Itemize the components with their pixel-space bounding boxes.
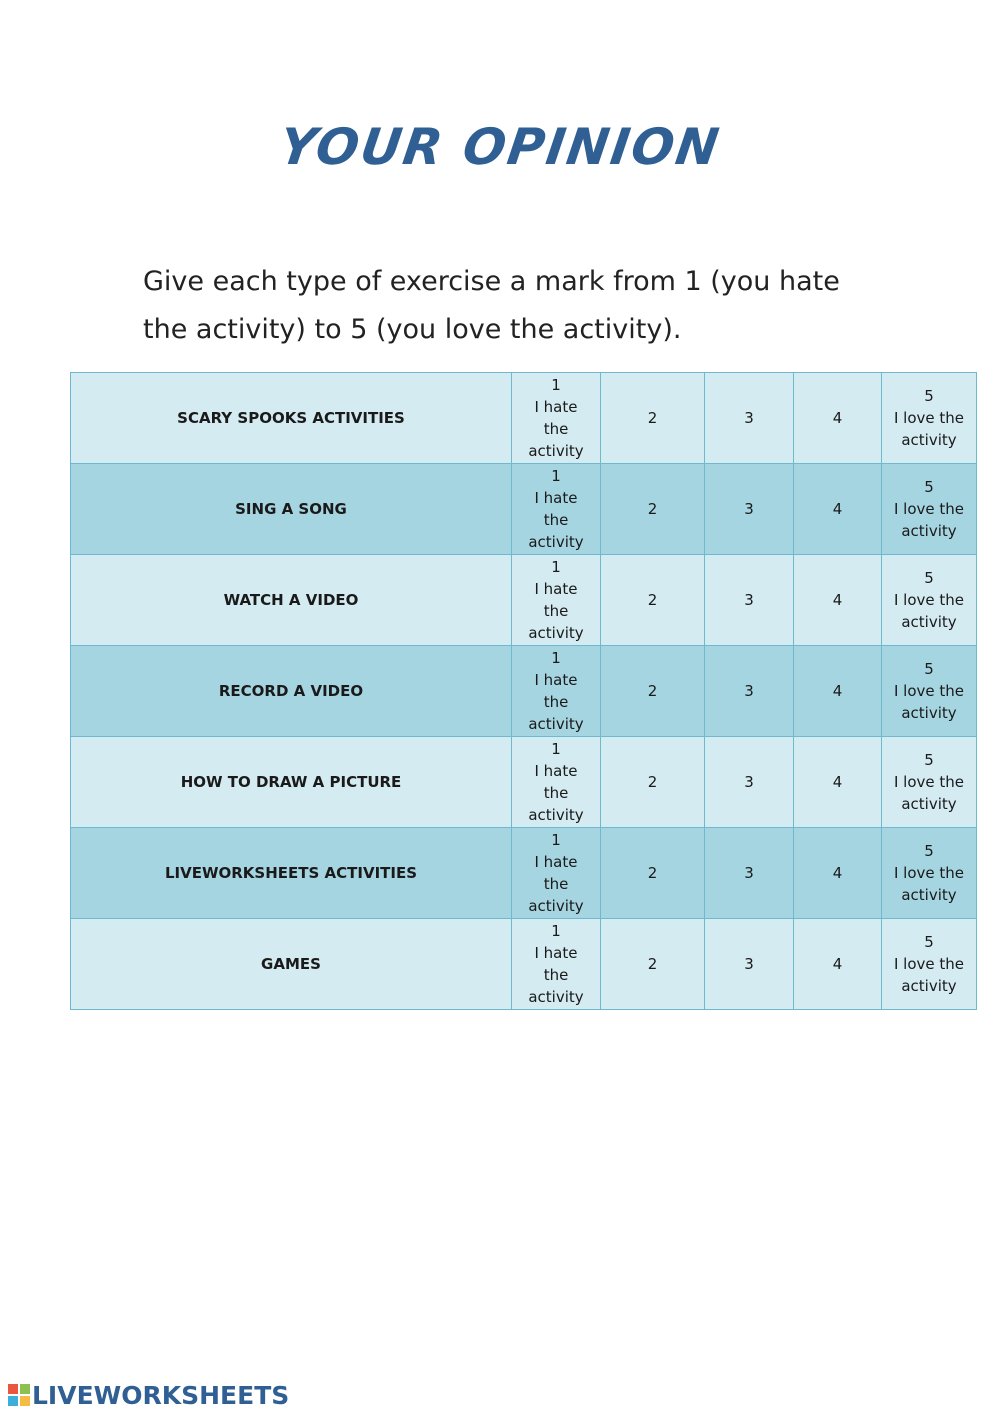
rating-1-text: I hate <box>534 944 578 962</box>
activity-name: RECORD A VIDEO <box>71 646 512 737</box>
rating-1-text: the <box>543 693 569 711</box>
rating-option-2[interactable]: 2 <box>601 919 705 1010</box>
rating-1-text: 1 <box>551 376 561 394</box>
rating-option-4[interactable]: 4 <box>794 555 882 646</box>
rating-1-text: activity <box>528 533 584 551</box>
rating-option-5[interactable] <box>882 919 977 1010</box>
rating-option-1[interactable] <box>512 737 601 828</box>
rating-1-text: activity <box>528 897 584 915</box>
rating-5-text: 5 <box>924 660 934 678</box>
rating-option-3[interactable]: 3 <box>705 373 794 464</box>
rating-5-text: 5 <box>924 751 934 769</box>
rating-1-text: activity <box>528 715 584 733</box>
rating-option-1[interactable] <box>512 919 601 1010</box>
rating-5-text: activity <box>901 431 957 449</box>
rating-option-3[interactable]: 3 <box>705 646 794 737</box>
rating-1-text: activity <box>528 442 584 460</box>
instructions-line-2: the activity) to 5 (you love the activity). <box>143 314 682 345</box>
rating-5-text: 5 <box>924 933 934 951</box>
rating-option-2[interactable]: 2 <box>601 646 705 737</box>
activity-name: SCARY SPOOKS ACTIVITIES <box>71 373 512 464</box>
activity-name: WATCH A VIDEO <box>71 555 512 646</box>
rating-5-text: I love the <box>893 500 965 518</box>
table-row <box>71 373 977 464</box>
rating-1-text: I hate <box>534 762 578 780</box>
activity-name: GAMES <box>71 919 512 1010</box>
rating-1-text: the <box>543 602 569 620</box>
rating-1-text: 1 <box>551 467 561 485</box>
rating-1-text: I hate <box>534 489 578 507</box>
rating-5-text: I love the <box>893 864 965 882</box>
activity-name: SING A SONG <box>71 464 512 555</box>
rating-option-2[interactable]: 2 <box>601 464 705 555</box>
rating-5-text: activity <box>901 795 957 813</box>
rating-option-3[interactable]: 3 <box>705 828 794 919</box>
rating-1-text: the <box>543 784 569 802</box>
rating-option-2[interactable]: 2 <box>601 737 705 828</box>
rating-1-text: the <box>543 420 569 438</box>
rating-1-text: I hate <box>534 398 578 416</box>
rating-option-3[interactable]: 3 <box>705 737 794 828</box>
table-row <box>71 737 977 828</box>
rating-option-5[interactable] <box>882 464 977 555</box>
rating-1-text: activity <box>528 988 584 1006</box>
rating-1-text: the <box>543 875 569 893</box>
rating-option-5[interactable] <box>882 555 977 646</box>
rating-option-4[interactable]: 4 <box>794 464 882 555</box>
rating-5-text: 5 <box>924 387 934 405</box>
rating-1-text: I hate <box>534 580 578 598</box>
table-row <box>71 646 977 737</box>
rating-5-text: activity <box>901 522 957 540</box>
logo-text: LIVEWORKSHEETS <box>32 1380 290 1410</box>
rating-option-5[interactable] <box>882 646 977 737</box>
rating-5-text: I love the <box>893 409 965 427</box>
rating-1-text: the <box>543 511 569 529</box>
rating-5-text: I love the <box>893 682 965 700</box>
rating-option-3[interactable]: 3 <box>705 919 794 1010</box>
rating-option-5[interactable] <box>882 373 977 464</box>
rating-5-text: 5 <box>924 569 934 587</box>
table-row <box>71 828 977 919</box>
rating-option-1[interactable] <box>512 373 601 464</box>
table-row <box>71 555 977 646</box>
rating-1-text: 1 <box>551 649 561 667</box>
page-title: YOUR OPINION <box>275 118 725 176</box>
rating-option-4[interactable]: 4 <box>794 828 882 919</box>
rating-1-text: I hate <box>534 853 578 871</box>
instructions-line-1: Give each type of exercise a mark from 1 (you hate <box>143 266 840 297</box>
rating-5-text: 5 <box>924 478 934 496</box>
rating-1-text: 1 <box>551 740 561 758</box>
rating-1-text: the <box>543 966 569 984</box>
rating-option-5[interactable] <box>882 828 977 919</box>
rating-option-1[interactable] <box>512 646 601 737</box>
activity-name: HOW TO DRAW A PICTURE <box>71 737 512 828</box>
rating-1-text: activity <box>528 624 584 642</box>
liveworksheets-logo <box>8 1380 289 1410</box>
rating-1-text: activity <box>528 806 584 824</box>
rating-1-text: 1 <box>551 558 561 576</box>
rating-option-1[interactable] <box>512 555 601 646</box>
rating-5-text: activity <box>901 977 957 995</box>
rating-option-1[interactable] <box>512 828 601 919</box>
rating-1-text: 1 <box>551 831 561 849</box>
rating-5-text: activity <box>901 704 957 722</box>
logo-mark-icon <box>8 1384 30 1406</box>
rating-option-2[interactable]: 2 <box>601 828 705 919</box>
activity-name: LIVEWORKSHEETS ACTIVITIES <box>71 828 512 919</box>
instructions <box>143 258 863 354</box>
rating-1-text: 1 <box>551 922 561 940</box>
table-row <box>71 919 977 1010</box>
rating-option-3[interactable]: 3 <box>705 555 794 646</box>
rating-5-text: activity <box>901 613 957 631</box>
rating-5-text: I love the <box>893 955 965 973</box>
rating-option-3[interactable]: 3 <box>705 464 794 555</box>
rating-5-text: I love the <box>893 773 965 791</box>
rating-option-4[interactable]: 4 <box>794 373 882 464</box>
rating-5-text: 5 <box>924 842 934 860</box>
table-row <box>71 464 977 555</box>
rating-option-2[interactable]: 2 <box>601 373 705 464</box>
rating-table <box>70 372 977 1010</box>
rating-option-5[interactable] <box>882 737 977 828</box>
rating-option-4[interactable]: 4 <box>794 646 882 737</box>
rating-option-4[interactable]: 4 <box>794 737 882 828</box>
rating-1-text: I hate <box>534 671 578 689</box>
rating-5-text: activity <box>901 886 957 904</box>
rating-option-4[interactable]: 4 <box>794 919 882 1010</box>
rating-option-1[interactable] <box>512 464 601 555</box>
rating-5-text: I love the <box>893 591 965 609</box>
rating-option-2[interactable]: 2 <box>601 555 705 646</box>
